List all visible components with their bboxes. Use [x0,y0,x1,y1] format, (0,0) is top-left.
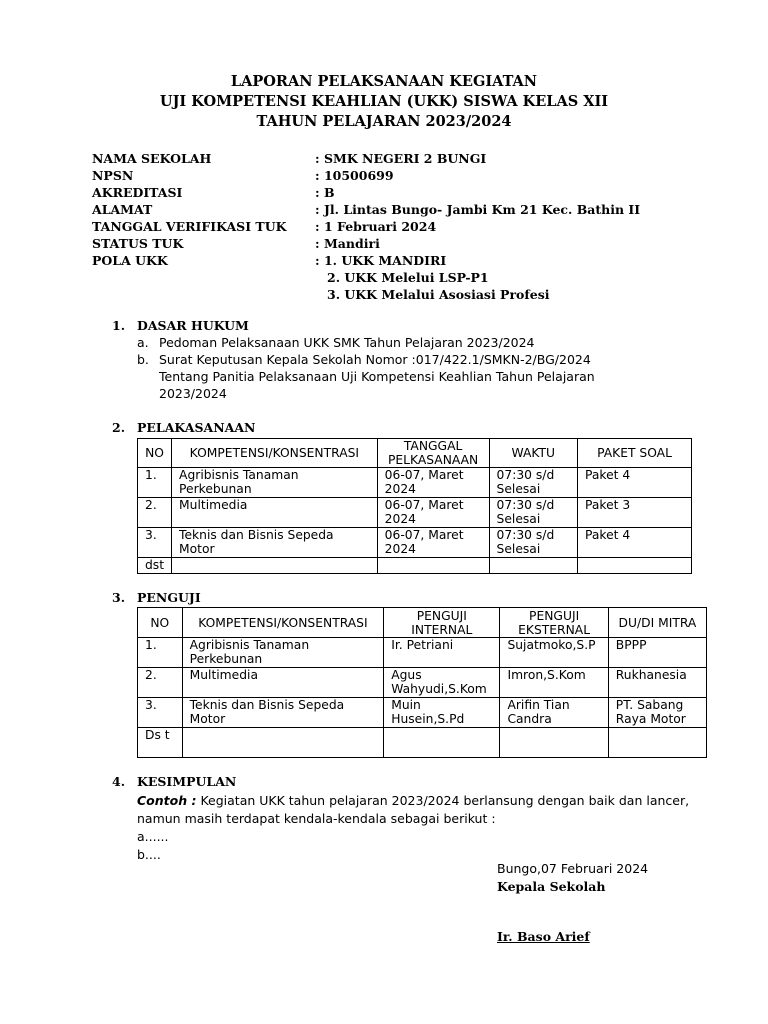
table-cell: Imron,S.Kom [500,668,608,698]
kesimpulan-item: b.... [137,847,161,862]
table-row [138,698,707,728]
table-row [138,728,707,758]
table-cell: Paket 3 [578,498,692,528]
title-line-2: UJI KOMPETENSI KEAHLIAN (UKK) SISWA KELAS XII [159,93,609,110]
section-title: DASAR HUKUM [137,318,249,333]
title-line-3: TAHUN PELAJARAN 2023/2024 [256,113,512,130]
pola-ukk-option-3: 3. UKK Melalui Asosiasi Profesi [327,287,550,302]
table-cell: 06-07, Maret 2024 [377,468,489,498]
kesimpulan-paragraph [137,792,697,828]
table-cell [489,558,577,574]
table-cell: Ir. Petriani [384,638,500,668]
table-cell: 1. [138,638,183,668]
place-date: Bungo,07 Februari 2024 [497,861,649,876]
pola-ukk-option-2: 2. UKK Melelui LSP-P1 [327,270,489,285]
info-label: STATUS TUK [92,236,184,251]
table-cell: Rukhanesia [608,668,706,698]
info-value: : 10500699 [315,168,394,183]
info-value: : Mandiri [315,236,380,251]
info-label: ALAMAT [92,202,153,217]
pelaksanaan-table [137,438,692,574]
column-header: PENGUJI EKSTERNAL [500,608,608,638]
table-row [138,498,692,528]
list-marker: a. [137,335,149,350]
column-header: NO [138,608,183,638]
list-text: Tentang Panitia Pelaksanaan Uji Kompetensi Keahlian Tahun Pelajaran [159,369,595,384]
list-text: Surat Keputusan Kepala Sekolah Nomor :017/422.1/SMKN-2/BG/2024 [159,352,591,367]
column-header: KOMPETENSI/KONSENTRASI [182,608,384,638]
table-cell [500,728,608,758]
table-cell: PT. Sabang Raya Motor [608,698,706,728]
table-cell [578,558,692,574]
section-title: PENGUJI [137,590,201,605]
table-cell: Arifin Tian Candra [500,698,608,728]
table-cell: Multimedia [172,498,378,528]
table-cell: 3. [138,528,172,558]
table-cell: 06-07, Maret 2024 [377,498,489,528]
table-row [138,528,692,558]
table-row [138,468,692,498]
table-cell: Ds t [138,728,183,758]
list-text: Pedoman Pelaksanaan UKK SMK Tahun Pelajaran 2023/2024 [159,335,535,350]
table-cell [608,728,706,758]
column-header: PENGUJI INTERNAL [384,608,500,638]
table-cell: Agribisnis Tanaman Perkebunan [172,468,378,498]
info-value: : 1. UKK MANDIRI [315,253,447,268]
table-cell: 07:30 s/d Selesai [489,498,577,528]
table-row [138,668,707,698]
section-title: PELAKASANAAN [137,420,256,435]
table-cell: BPPP [608,638,706,668]
signature-block [497,860,649,944]
info-label: AKREDITASI [92,185,183,200]
table-cell: Paket 4 [578,468,692,498]
kesimpulan-body [137,792,697,864]
column-header: WAKTU [489,439,577,468]
table-header-row [138,608,707,638]
table-cell: 2. [138,668,183,698]
contoh-label: Contoh : [137,793,197,808]
table-cell: Agribisnis Tanaman Perkebunan [182,638,384,668]
table-row [138,558,692,574]
table-cell: Muin Husein,S.Pd [384,698,500,728]
table-cell: 07:30 s/d Selesai [489,528,577,558]
section-number: 1. [112,318,126,333]
table-cell [172,558,378,574]
list-item [137,351,595,402]
title-line-1: LAPORAN PELAKSANAAN KEGIATAN [230,73,538,90]
info-label: NPSN [92,168,134,183]
list-item [137,334,595,351]
section-number: 3. [112,590,126,605]
column-header: KOMPETENSI/KONSENTRASI [172,439,378,468]
table-cell: Sujatmoko,S.P [500,638,608,668]
list-text: 2023/2024 [159,386,227,401]
info-value: : 1 Februari 2024 [315,219,437,234]
column-header: NO [138,439,172,468]
table-cell: 2. [138,498,172,528]
signer-name: Ir. Baso Arief [497,929,590,944]
table-row [138,638,707,668]
table-cell: Paket 4 [578,528,692,558]
dasar-hukum-list [137,334,595,402]
table-cell: 07:30 s/d Selesai [489,468,577,498]
info-value: : Jl. Lintas Bungo- Jambi Km 21 Kec. Bathin II [315,202,641,217]
table-header-row [138,439,692,468]
signer-role: Kepala Sekolah [497,879,606,894]
table-cell [182,728,384,758]
info-label: NAMA SEKOLAH [92,151,212,166]
table-cell: 3. [138,698,183,728]
info-label: TANGGAL VERIFIKASI TUK [92,219,287,234]
table-cell: Teknis dan Bisnis Sepeda Motor [172,528,378,558]
penguji-table [137,607,707,758]
column-header: TANGGAL PELKASANAAN [377,439,489,468]
kesimpulan-text: Kegiatan UKK tahun pelajaran 2023/2024 berlansung dengan baik dan lancer, namun masih terdapat kendala-kendala sebagai berikut : [137,793,690,826]
info-value: : SMK NEGERI 2 BUNGI [315,151,487,166]
kesimpulan-item: a...... [137,829,169,844]
table-cell: 1. [138,468,172,498]
table-cell [384,728,500,758]
section-number: 4. [112,774,126,789]
column-header: PAKET SOAL [578,439,692,468]
table-cell: 06-07, Maret 2024 [377,528,489,558]
column-header: DU/DI MITRA [608,608,706,638]
table-cell: dst [138,558,172,574]
info-label: POLA UKK [92,253,168,268]
table-cell: Multimedia [182,668,384,698]
table-cell: Agus Wahyudi,S.Kom [384,668,500,698]
list-marker: b. [137,352,149,367]
table-cell: Teknis dan Bisnis Sepeda Motor [182,698,384,728]
document-title [0,72,768,132]
info-value: : B [315,185,335,200]
table-cell [377,558,489,574]
section-number: 2. [112,420,126,435]
section-title: KESIMPULAN [137,774,237,789]
